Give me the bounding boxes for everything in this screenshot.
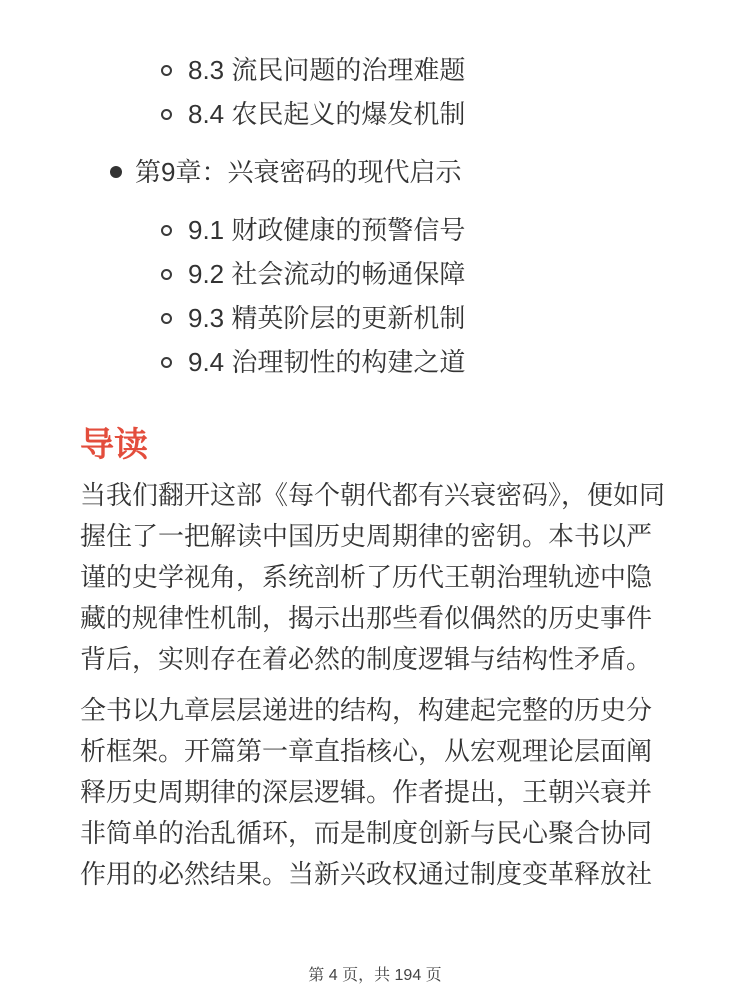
- circle-bullet-icon: [161, 269, 172, 280]
- circle-bullet-icon: [161, 225, 172, 236]
- toc-item-label: 8.3 流民问题的治理难题: [188, 55, 466, 85]
- toc-item-chapter: [80, 150, 670, 194]
- toc-item: [80, 296, 670, 340]
- toc-item-label: 9.1 财政健康的预警信号: [188, 215, 466, 245]
- paragraph: 全书以九章层层递进的结构，构建起完整的历史分析框架。开篇第一章直指核心，从宏观理论层面阐释历史周期律的深层逻辑。作者提出，王朝兴衰并非简单的治乱循环，而是制度创新与民心聚合协同作用的必然结果。当新兴政权通过制度变革释放社: [80, 695, 653, 889]
- toc-item: [80, 340, 670, 384]
- toc-item-label: 8.4 农民起义的爆发机制: [188, 99, 466, 129]
- toc-item-label: 9.4 治理韧性的构建之道: [188, 347, 466, 377]
- toc-item-label: 9.3 精英阶层的更新机制: [188, 303, 466, 333]
- circle-bullet-icon: [161, 313, 172, 324]
- toc-item-label: 9.2 社会流动的畅通保障: [188, 259, 466, 289]
- disc-bullet-icon: [110, 166, 122, 178]
- circle-bullet-icon: [161, 65, 172, 76]
- toc-item: [80, 48, 670, 92]
- toc-item: [80, 208, 670, 252]
- circle-bullet-icon: [161, 357, 172, 368]
- paragraph: 当我们翻开这部《每个朝代都有兴衰密码》，便如同握住了一把解读中国历史周期律的密钥。本书以严谨的史学视角，系统剖析了历代王朝治理轨迹中隐藏的规律性机制，揭示出那些看似偶然的历史事件背后，实则存在着必然的制度逻辑与结构性矛盾。: [80, 480, 666, 674]
- toc-item: [80, 92, 670, 136]
- page-number: 第 4 页，共 194 页: [308, 967, 442, 984]
- circle-bullet-icon: [161, 109, 172, 120]
- section-heading: 导读: [80, 426, 148, 464]
- toc-item: [80, 252, 670, 296]
- toc-item-label: 第9章：兴衰密码的现代启示: [135, 157, 462, 187]
